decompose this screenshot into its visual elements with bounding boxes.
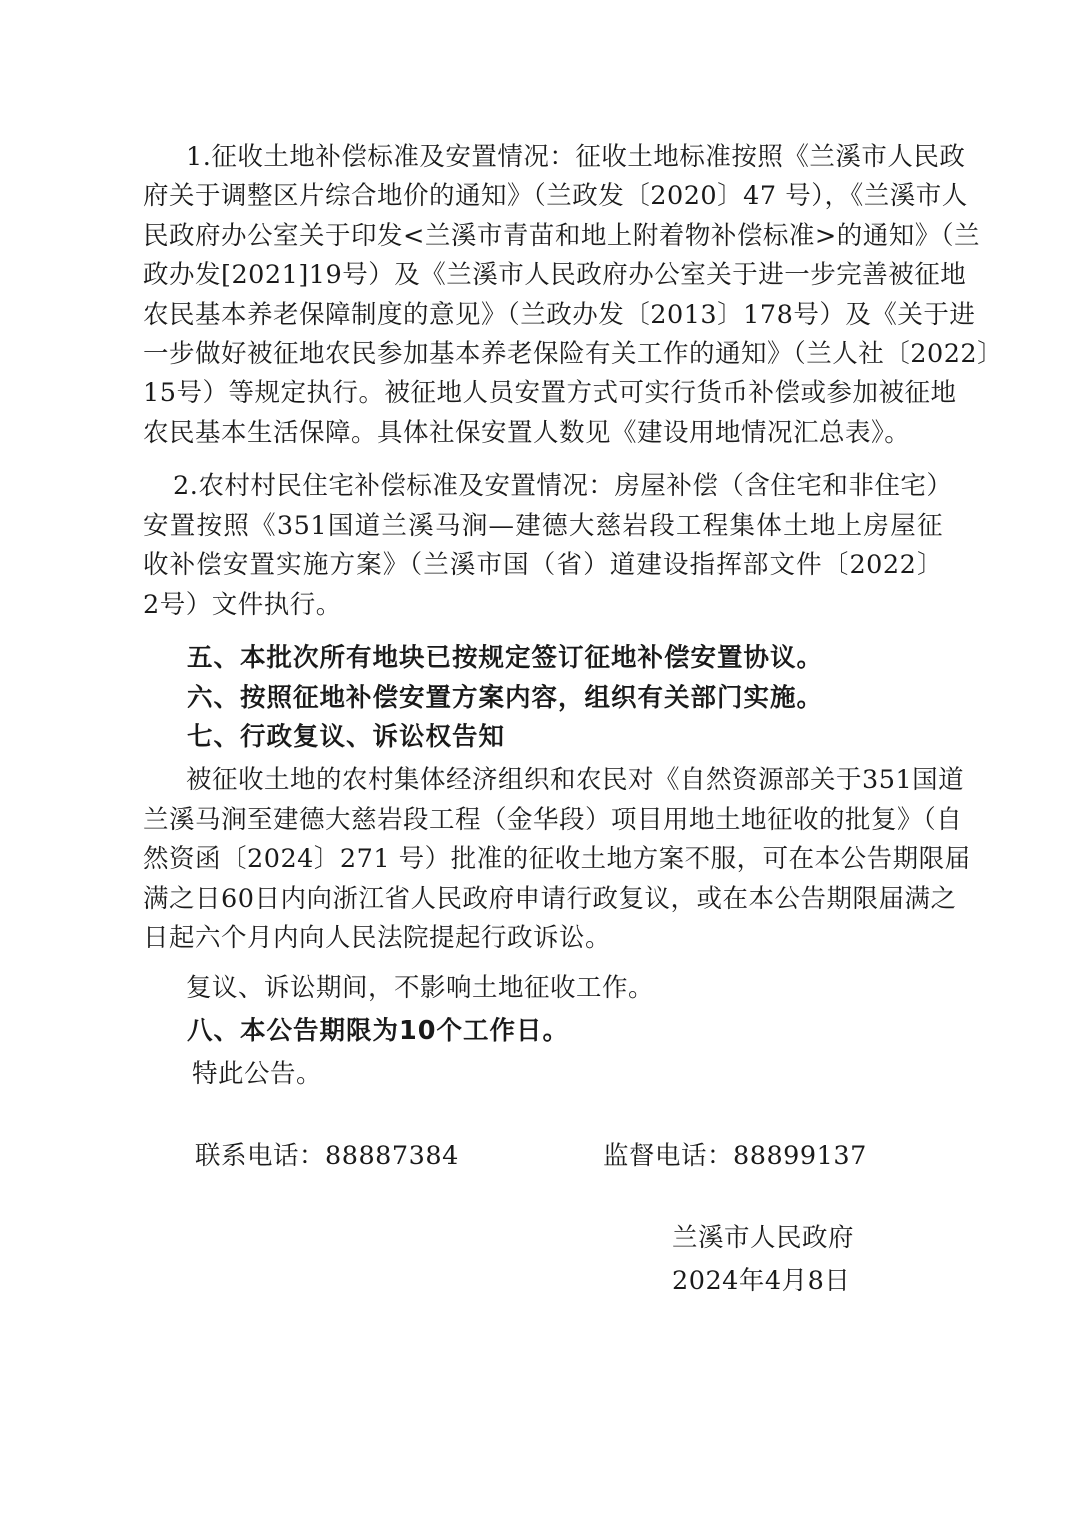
paragraph-line: 被征收土地的农村集体经济组织和农民对《自然资源部关于351国道 xyxy=(186,765,965,795)
paragraph-line: 府关于调整区片综合地价的通知》（兰政发〔2020〕47 号），《兰溪市人 xyxy=(143,181,968,211)
paragraph-line: 2号）文件执行。 xyxy=(143,590,342,620)
review-note: 复议、诉讼期间，不影响土地征收工作。 xyxy=(186,973,655,1003)
paragraph-line: 农民基本养老保障制度的意见》（兰政办发〔2013〕178号）及《关于进 xyxy=(143,300,976,330)
heading-five: 五、本批次所有地块已按规定签订征地补偿安置协议。 xyxy=(187,643,824,673)
paragraph-line: 农民基本生活保障。具体社保安置人数见《建设用地情况汇总表》。 xyxy=(143,418,911,448)
heading-seven: 七、行政复议、诉讼权告知 xyxy=(187,722,506,752)
heading-six: 六、按照征地补偿安置方案内容，组织有关部门实施。 xyxy=(187,683,824,713)
closing-text: 特此公告。 xyxy=(192,1059,323,1089)
paragraph-line: 2.农村村民住宅补偿标准及安置情况：房屋补偿（含住宅和非住宅） xyxy=(173,471,953,501)
paragraph-line: 然资函〔2024〕271 号）批准的征收土地方案不服，可在本公告期限届 xyxy=(143,844,971,874)
supervision-phone: 监督电话：88899137 xyxy=(603,1141,867,1171)
paragraph-line: 收补偿安置实施方案》（兰溪市国（省）道建设指挥部文件〔2022〕 xyxy=(143,550,943,580)
paragraph-line: 民政府办公室关于印发<兰溪市青苗和地上附着物补偿标准>的通知》（兰 xyxy=(143,221,980,251)
issuer-name: 兰溪市人民政府 xyxy=(672,1223,855,1253)
paragraph-line: 15号）等规定执行。被征地人员安置方式可实行货币补偿或参加被征地 xyxy=(143,378,957,408)
paragraph-line: 兰溪马涧至建德大慈岩段工程（金华段）项目用地土地征收的批复》（自 xyxy=(143,805,963,835)
issue-date: 2024年4月8日 xyxy=(672,1266,851,1296)
paragraph-line: 1.征收土地补偿标准及安置情况：征收土地标准按照《兰溪市人民政 xyxy=(186,142,966,172)
paragraph-line: 一步做好被征地农民参加基本养老保险有关工作的通知》（兰人社〔2022〕 xyxy=(143,339,1004,369)
contact-phone: 联系电话：88887384 xyxy=(195,1141,459,1171)
paragraph-line: 日起六个月内向人民法院提起行政诉讼。 xyxy=(143,923,612,953)
paragraph-line: 满之日60日内向浙江省人民政府申请行政复议，或在本公告期限届满之 xyxy=(143,884,957,914)
paragraph-line: 安置按照《351国道兰溪马涧—建德大慈岩段工程集体土地上房屋征 xyxy=(143,511,943,541)
heading-eight: 八、本公告期限为10个工作日。 xyxy=(187,1016,569,1046)
paragraph-line: 政办发[2021]19号）及《兰溪市人民政府办公室关于进一步完善被征地 xyxy=(143,260,967,290)
